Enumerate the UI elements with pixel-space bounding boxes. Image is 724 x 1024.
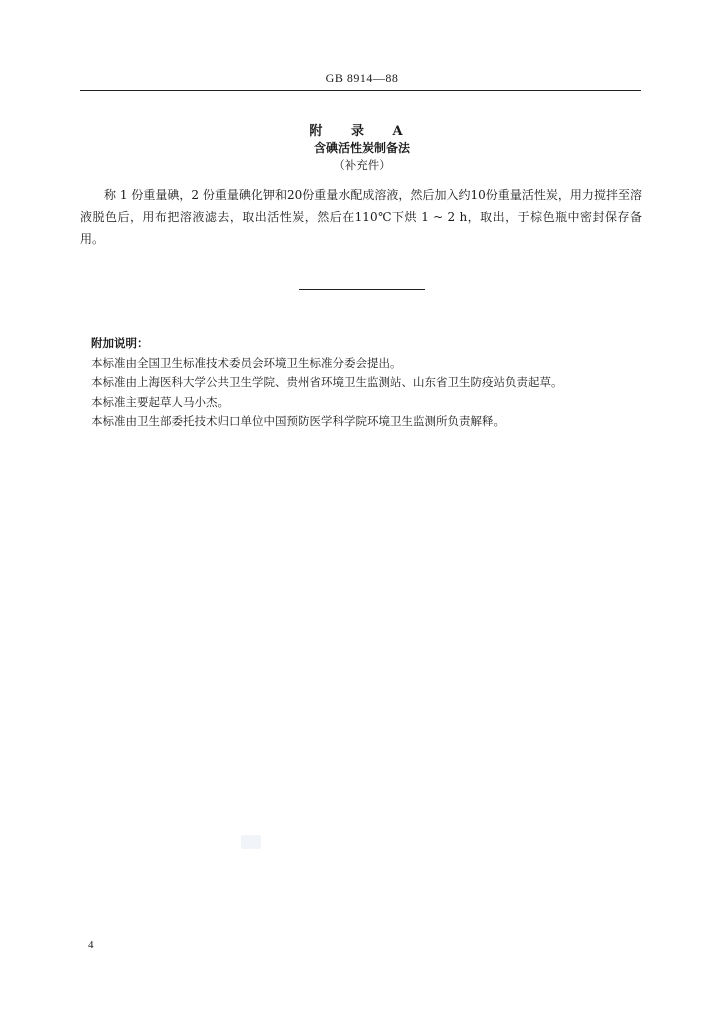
- notes-line: 本标准由卫生部委托技术归口单位中国预防医学科学院环境卫生监测所负责解释。: [91, 414, 505, 428]
- notes-line: 本标准由全国卫生标准技术委员会环境卫生标准分委会提出。: [91, 355, 402, 370]
- notes-heading: 附加说明：: [91, 336, 149, 350]
- appendix-subtitle: 含碘活性炭制备法: [313, 141, 410, 155]
- watermark-stamp: [241, 835, 261, 849]
- end-divider: [299, 289, 425, 290]
- page-number: 4: [88, 939, 94, 951]
- appendix-note: （补充件）: [333, 158, 391, 172]
- standard-code-header: GB 8914—88: [325, 71, 399, 85]
- header-divider: [80, 90, 641, 91]
- body-paragraph: 称 1 份重量碘，2 份重量碘化钾和20份重量水配成溶液，然后加入约10份重量活性炭，用力搅拌至溶液脱色后，用布把溶液滤去，取出活性炭，然后在110℃下烘 1 ~ 2 h，取出，于棕色瓶中密封保存备用。: [80, 188, 642, 246]
- appendix-title: 附 录 A: [309, 124, 415, 139]
- notes-line: 本标准主要起草人马小杰。: [91, 394, 229, 409]
- additional-notes: [91, 334, 651, 432]
- notes-line: 本标准由上海医科大学公共卫生学院、贵州省环境卫生监测站、山东省卫生防疫站负责起草。: [91, 375, 563, 389]
